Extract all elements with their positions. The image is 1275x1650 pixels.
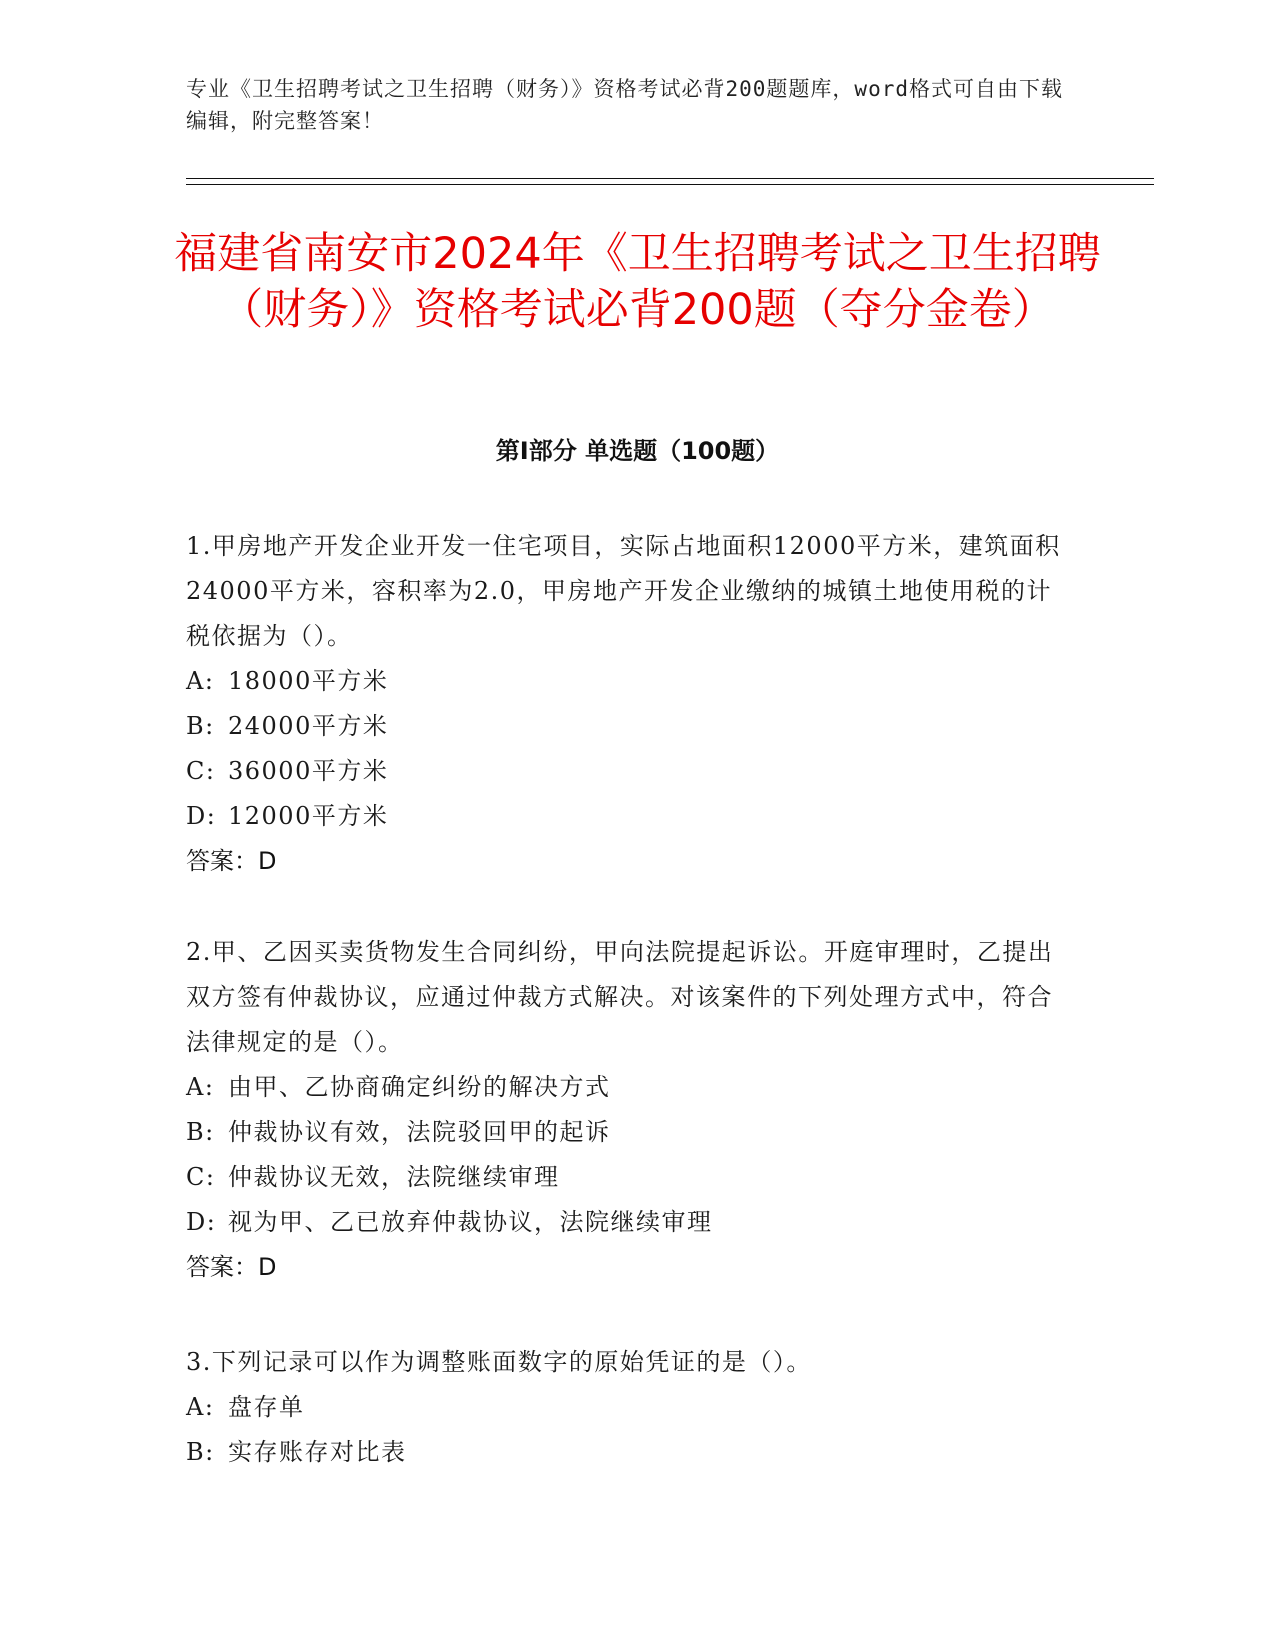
option-b [186,1430,1086,1475]
header-divider-bottom [186,184,1154,185]
option-key: B: [186,712,215,740]
option-d [186,1200,1086,1245]
option-a [186,659,1086,704]
option-a [186,1385,1086,1430]
answer-line: 答案：D [186,1253,277,1281]
option-key: C: [186,757,216,785]
question-2 [186,930,1086,1290]
option-c [186,1155,1086,1200]
option-key: D: [186,1208,217,1236]
option-key: A: [186,1073,215,1101]
option-text: 24000平方米 [228,712,389,740]
option-key: B: [186,1438,215,1466]
option-text: 盘存单 [228,1393,305,1421]
option-b [186,704,1086,749]
question-stem: 1.甲房地产开发企业开发一住宅项目，实际占地面积12000平方米，建筑面积24000平方米，容积率为2.0，甲房地产开发企业缴纳的城镇土地使用税的计税依据为（）。 [186,532,1061,650]
section-title: 第Ⅰ部分 单选题（100题） [495,437,780,465]
option-key: B: [186,1118,215,1146]
question-stem: 3.下列记录可以作为调整账面数字的原始凭证的是（）。 [186,1348,812,1376]
option-key: C: [186,1163,216,1191]
header-divider-top [186,178,1154,179]
header-note: 专业《卫生招聘考试之卫生招聘（财务）》资格考试必背200题题库，word格式可自由下载编辑，附完整答案！ [186,77,1063,133]
option-text: 视为甲、乙已放弃仲裁协议，法院继续审理 [228,1208,713,1236]
option-text: 仲裁协议有效，法院驳回甲的起诉 [228,1118,611,1146]
option-b [186,1110,1086,1155]
option-text: 36000平方米 [228,757,389,785]
option-d [186,794,1086,839]
option-c [186,749,1086,794]
option-key: D: [186,802,217,830]
option-text: 12000平方米 [228,802,389,830]
option-text: 18000平方米 [228,667,389,695]
option-key: A: [186,1393,215,1421]
answer-line: 答案：D [186,847,277,875]
question-stem: 2.甲、乙因买卖货物发生合同纠纷，甲向法院提起诉讼。开庭审理时，乙提出双方签有仲裁协议，应通过仲裁方式解决。对该案件的下列处理方式中，符合法律规定的是（）。 [186,938,1054,1056]
option-key: A: [186,667,215,695]
question-1 [186,524,1086,884]
option-text: 实存账存对比表 [228,1438,407,1466]
option-a [186,1065,1086,1110]
option-text: 由甲、乙协商确定纠纷的解决方式 [228,1073,611,1101]
question-3 [186,1340,1086,1475]
option-text: 仲裁协议无效，法院继续审理 [228,1163,560,1191]
document-title: 福建省南安市2024年《卫生招聘考试之卫生招聘（财务）》资格考试必背200题（夺分金卷） [174,229,1101,335]
